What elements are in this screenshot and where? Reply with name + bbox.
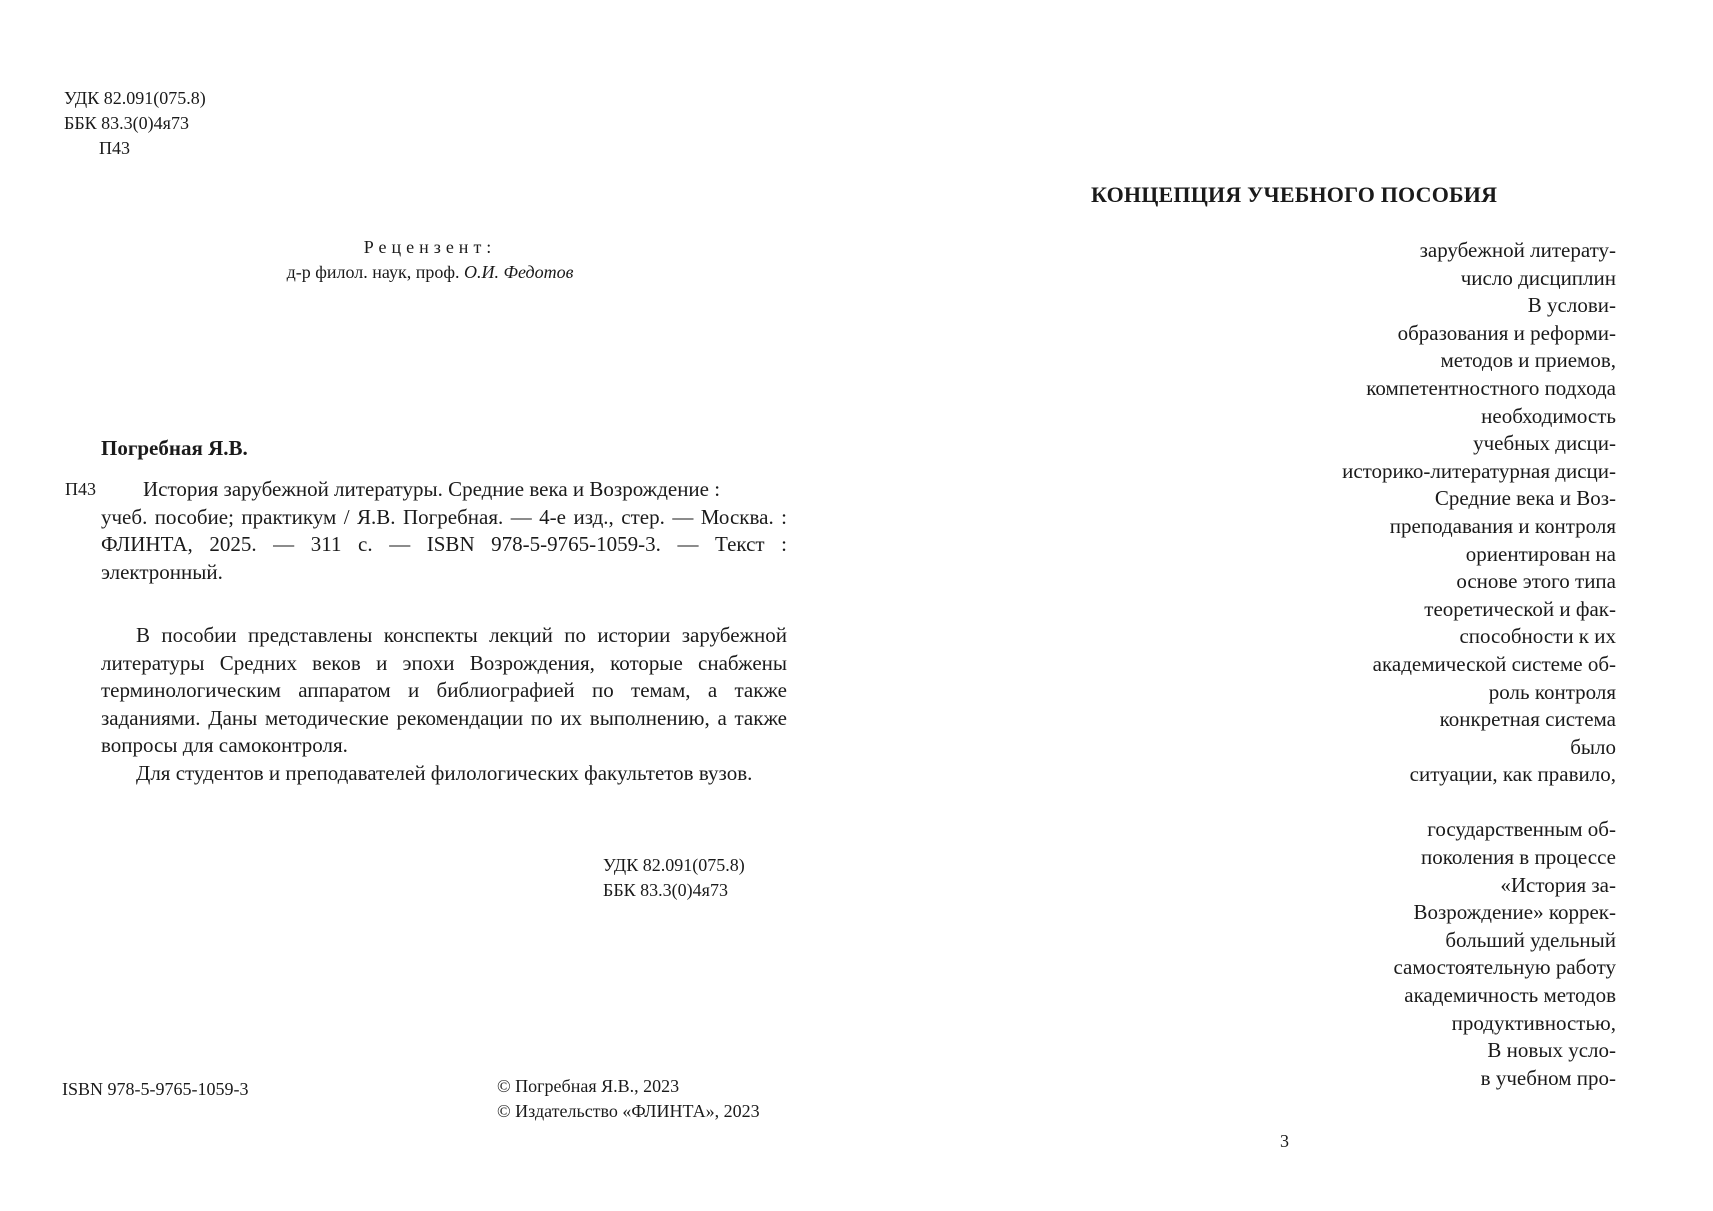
text-fragment: ориентирован на bbox=[1465, 541, 1616, 566]
classification-codes-top bbox=[64, 86, 206, 161]
author-heading: Погребная Я.В. bbox=[101, 436, 248, 460]
text-fragment: конкретная система bbox=[1439, 707, 1616, 732]
text-fragment: в учебном про- bbox=[1480, 1065, 1616, 1090]
text-fragment: образования и реформи- bbox=[1397, 320, 1616, 345]
text-fragment: способности к их bbox=[1459, 624, 1616, 649]
text-fragment: В услови- bbox=[1527, 293, 1616, 318]
section-title: КОНЦЕПЦИЯ УЧЕБНОГО ПОСОБИЯ bbox=[1091, 182, 1498, 207]
text-fragment: «История за- bbox=[1500, 872, 1616, 897]
page-number: 3 bbox=[1280, 1131, 1289, 1151]
text-fragment: В новых усло- bbox=[1487, 1038, 1616, 1063]
text-fragment: продуктивностью, bbox=[1451, 1010, 1616, 1035]
text-fragment: историко-литературная дисци- bbox=[1342, 458, 1616, 483]
text-fragment: необходимость bbox=[1481, 403, 1616, 428]
right-page bbox=[857, 0, 1713, 1211]
classification-codes-bottom bbox=[603, 853, 745, 903]
text-fragment: Средние века и Воз- bbox=[1434, 486, 1616, 511]
text-fragment: преподавания и контроля bbox=[1389, 513, 1616, 538]
text-fragment: было bbox=[1570, 734, 1616, 759]
text-fragment: учебных дисци- bbox=[1473, 431, 1616, 456]
bib-details: учеб. пособие; практикум / Я.В. Погребная. — 4-е изд., стер. — Москва. : ФЛИНТА, 2025. — 311 с. — ISBN 978-5-9765-1059-3. — Текст : электронный. bbox=[101, 504, 787, 584]
reviewer-label: Рецензент: bbox=[363, 237, 497, 257]
text-fragment: теоретической и фак- bbox=[1424, 596, 1616, 621]
reviewer-name: О.И. Федотов bbox=[464, 262, 574, 282]
reviewer-line bbox=[230, 260, 630, 285]
udk-code: УДК 82.091(075.8) bbox=[603, 855, 745, 875]
bbk-code: ББК 83.3(0)4я73 bbox=[603, 880, 728, 900]
text-fragment: государственным об- bbox=[1427, 817, 1616, 842]
author-mark: П43 bbox=[99, 138, 130, 158]
text-fragment: поколения в процессе bbox=[1421, 845, 1616, 870]
text-fragments bbox=[857, 237, 1616, 1092]
text-fragment: академической системе об- bbox=[1372, 651, 1616, 676]
reviewer-credentials: д-р филол. наук, проф. bbox=[286, 262, 460, 282]
copyright-publisher: © Издательство «ФЛИНТА», 2023 bbox=[497, 1101, 760, 1121]
abstract bbox=[101, 622, 787, 787]
paragraph-gap bbox=[857, 789, 1616, 817]
isbn: ISBN 978-5-9765-1059-3 bbox=[62, 1079, 249, 1099]
bib-title-line: История зарубежной литературы. Средние века и Возрождение : bbox=[143, 477, 721, 501]
text-fragment: роль контроля bbox=[1488, 679, 1616, 704]
text-fragment: компетентностного подхода bbox=[1366, 375, 1616, 400]
bibliographic-record bbox=[65, 476, 787, 586]
text-fragment: ситуации, как правило, bbox=[1409, 762, 1616, 787]
text-fragment: больший удельный bbox=[1445, 927, 1616, 952]
bbk-code: ББК 83.3(0)4я73 bbox=[64, 113, 189, 133]
text-fragment: Возрождение» коррек- bbox=[1413, 900, 1616, 925]
udk-code: УДК 82.091(075.8) bbox=[64, 88, 206, 108]
text-fragment: самостоятельную работу bbox=[1393, 955, 1616, 980]
text-fragment: основе этого типа bbox=[1456, 569, 1616, 594]
text-fragment: зарубежной литерату- bbox=[1419, 238, 1616, 262]
bib-author-mark: П43 bbox=[65, 479, 96, 499]
text-fragment: число дисциплин bbox=[1460, 265, 1616, 290]
abstract-paragraph: Для студентов и преподавателей филологических факультетов вузов. bbox=[136, 760, 753, 785]
text-fragment: методов и приемов, bbox=[1440, 348, 1616, 373]
reviewer-block bbox=[230, 235, 630, 285]
abstract-paragraph: В пособии представлены конспекты лекций по истории зарубежной литературы Средних веков и эпохи Возрождения, которые снабжены терминологическим аппаратом и библиографией по темам, а также заданиями. Даны методические рекомендации по их выполнению, а также вопросы для самоконтроля. bbox=[101, 623, 787, 757]
copyright-block bbox=[497, 1074, 760, 1124]
text-fragment: академичность методов bbox=[1404, 983, 1616, 1008]
copyright-author: © Погребная Я.В., 2023 bbox=[497, 1076, 680, 1096]
